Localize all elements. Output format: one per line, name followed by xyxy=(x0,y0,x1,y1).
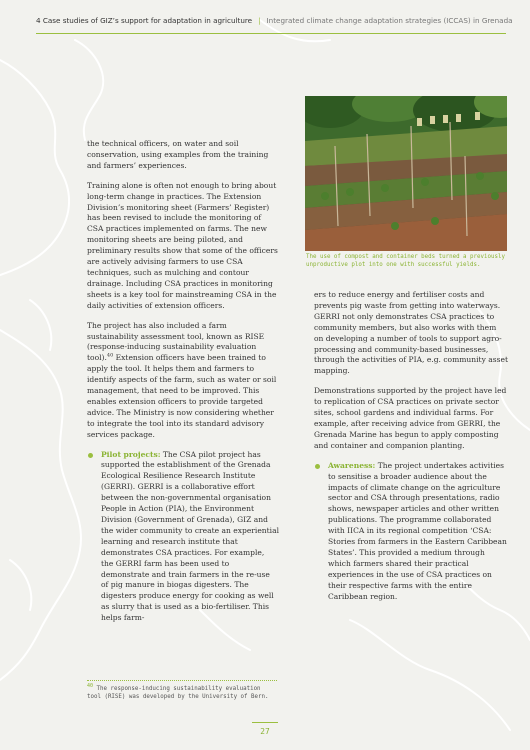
bullet-dot-icon xyxy=(315,464,320,469)
left-column xyxy=(87,139,279,633)
header-rule xyxy=(36,33,506,34)
footnote-reference[interactable]: 40 xyxy=(106,352,114,359)
header-chapter: 4 Case studies of GIZ’s support for adaptation in agriculture xyxy=(36,16,253,25)
footnote-number: 40 xyxy=(87,683,94,690)
header-separator: | xyxy=(258,16,261,25)
left-paragraph-3-text: The project has also included a farm sustainability assessment tool, known as RISE (response-inducing sustainability evaluation tool). xyxy=(87,320,265,363)
bullet-awareness xyxy=(314,461,508,603)
page-number: 27 xyxy=(260,727,270,736)
bullet-dot-icon xyxy=(88,453,93,458)
footnote-divider xyxy=(87,680,277,681)
left-paragraph-3-text-cont: Extension officers have been trained to apply the tool. It helps them and farmers to identify aspects of the farm, such as water or soil management, that need to be improved. This enables extension officers to provide targeted advice. The Ministry is now considering whether to integrate the tool into its standard advisory services package. xyxy=(87,353,277,439)
header-subtitle: Integrated climate change adaptation strategies (ICCAS) in Grenada xyxy=(266,16,513,25)
page-number-rule xyxy=(252,722,278,723)
farm-photo-illustration xyxy=(305,96,507,251)
bullet-pilot-projects xyxy=(87,450,279,625)
running-header xyxy=(36,16,513,32)
farm-photo xyxy=(305,96,507,251)
bullet-lead: Awareness: xyxy=(328,460,376,470)
right-paragraph-2: Demonstrations supported by the project have led to replication of CSA practices on private sector sites, school gardens and individual farms. For example, after receiving advice from GERRI, the Grenada Marine has begun to apply composting and container and companion planting. xyxy=(314,386,507,450)
bullet-lead: Pilot projects: xyxy=(101,449,161,459)
footnote-text: The response-inducing sustainability evaluation tool (RISE) was developed by the University of Bern. xyxy=(87,686,269,700)
left-paragraph-2: Training alone is often not enough to bring about long-term change in practices. The Extension Division’s monitoring sheet (Farmers’ Register) has been revised to include the monitoring of CSA practices implemented on farms. The new monitoring sheets are being piloted, and preliminary results show that some of the officers are actively advising farmers to use CSA techniques, such as mulching and contour drainage. Including CSA practices in monitoring sheets is a key tool for mainstreaming CSA in the daily activities of extension officers. xyxy=(87,180,278,310)
photo-caption: The use of compost and container beds turned a previously unproductive plot into one with successful yields. xyxy=(306,254,505,268)
footnote xyxy=(87,685,277,701)
left-paragraph-1: the technical officers, on water and soil conservation, using examples from the training and farmers’ experiences. xyxy=(87,139,269,170)
right-paragraph-1: ers to reduce energy and fertiliser costs and prevents pig waste from getting into waterways. GERRI not only demonstrates CSA practices to community members, but also works with them on developing a number of tools to support agro-processing and community-based businesses, through the activities of PIA, e.g. community asset mapping. xyxy=(314,290,508,376)
bullet-text: The CSA pilot project has supported the establishment of the Grenada Ecological Resilience Research Institute (GERRI). GERRI is a collaborative effort between the non-governmental organisation People in Action (PIA), the Environment Division (Government of Grenada), GIZ and the wider community to create an experiential learning and research institute that demonstrates CSA practices. For example, the GERRI farm has been used to demonstrate and train farmers in the re-use of pig manure in biogas digesters. The digesters produce energy for cooking as well as slurry that is used as a bio-fertiliser. This helps farm- xyxy=(101,449,280,623)
bullet-text: The project undertakes activities to sensitise a broader audience about the impacts of climate change on the agriculture sector and CSA through presentations, radio shows, newspaper articles and other written publications. The programme collaborated with IICA in its regional competition ‘CSA: Stories from farmers in the Eastern Caribbean States’. This provided a medium through which farmers shared their practical experiences in the use of CSA practices on their respective farms with the entire Caribbean region. xyxy=(328,460,507,601)
right-column xyxy=(314,290,508,611)
left-paragraph-3 xyxy=(87,321,279,441)
